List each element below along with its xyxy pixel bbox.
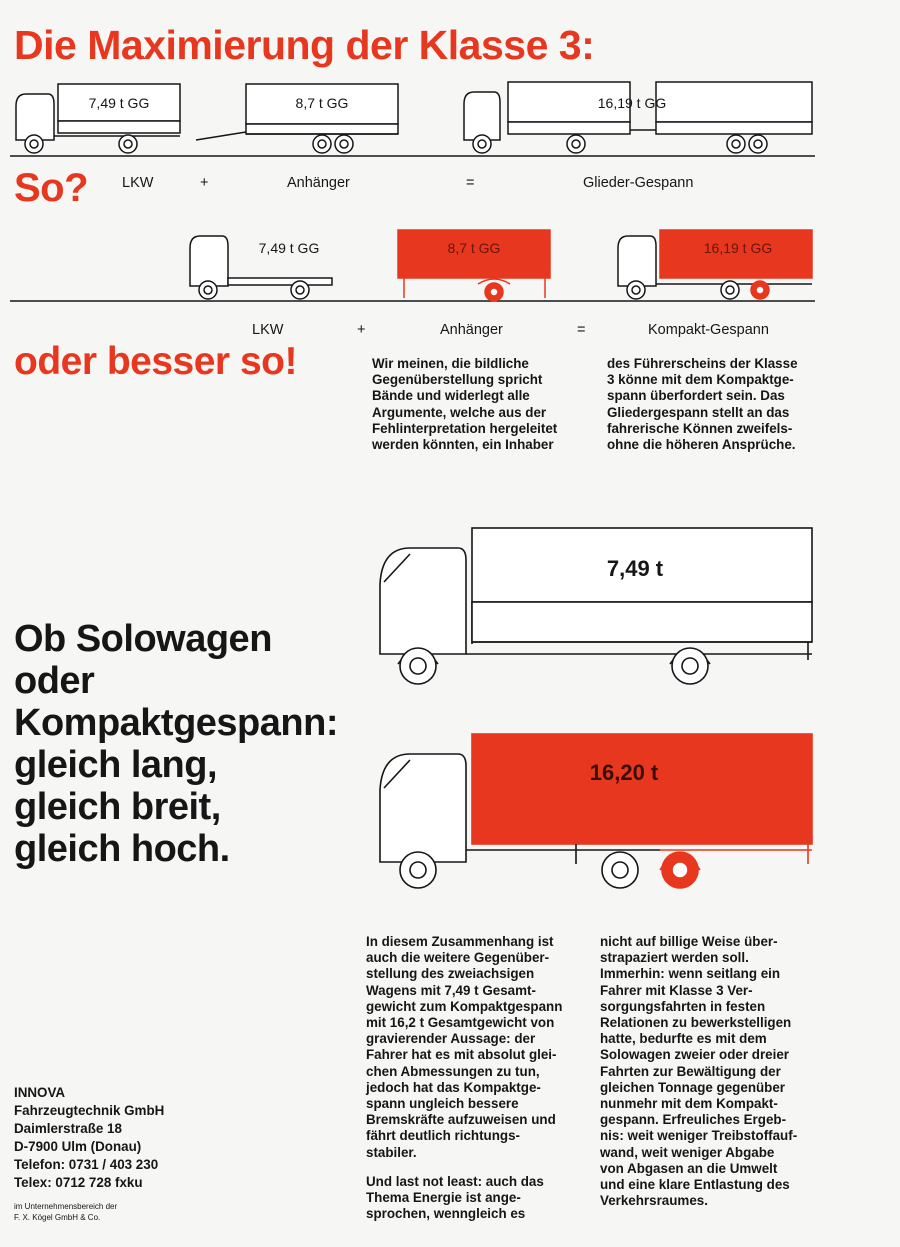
body-paragraph-2: Und last not least: auch das Thema Energie ist ange- sprochen, wenngleich es: [366, 1174, 544, 1222]
row1-result-label: Glieder-Gespann: [583, 175, 694, 191]
compact-truck-label: 16,20 t: [589, 760, 659, 785]
row2-combo-label: 16,19 t GG: [703, 240, 773, 256]
row2-result-label: Kompakt-Gespann: [648, 322, 769, 338]
body-paragraph-1: In diesem Zusammenhang ist auch die weitere Gegenüber- stellung des zweiachsigen Wagens mit 7,49 t Gesamt- gewicht zum Kompaktgespann mit 16,2 t Gesamtgewicht von gravierender Aussage: der Fahrer hat es mit absolut glei- chen Abmessungen zu tun, jedoch hat das Kompaktge- spann ungleich bessere Bremskräfte aufzuweisen und fährt deutlich richtungs- stabiler.: [366, 934, 563, 1160]
row2-anhaenger-label: Anhänger: [440, 322, 503, 338]
road-train-icon: [464, 82, 812, 153]
better-headline: oder besser so!: [14, 340, 297, 383]
company-footnote: im Unternehmensbereich der F. X. Kögel GmbH & Co.: [14, 1202, 118, 1222]
compact-truck-icon: [380, 734, 812, 888]
body-paragraph-3: nicht auf billige Weise über- strapaziert werden soll. Immerhin: wenn seitlang ein Fahrer mit Klasse 3 Ver- sorgungsfahrten in festen Relationen zu bewerkstelligen hatte, bedurfte es mit dem Solowagen zweier oder dreier Fahrten zur Bewältigung der gleichen Tonnage gegenüber nunmehr mit dem Kompakt- gespann. Erfreuliches Ergeb- nis: weit weniger Treibstoffauf- wand, weit weniger Abgabe von Abgasen an die Umwelt und eine klare Entlastung des Verkehrsraumes.: [600, 934, 798, 1209]
row1-lkw-label: LKW: [122, 175, 154, 191]
intro-paragraph-1: Wir meinen, die bildliche Gegenüberstellung spricht Bände und widerlegt alle Argumente, welche aus der Fehlinterpretation hergeleitet werden könnten, ein Inhaber: [372, 356, 558, 453]
solo-truck-label: 7,49 t: [606, 556, 664, 581]
row1-truck-label: 7,49 t GG: [88, 95, 150, 111]
company-address: INNOVA Fahrzeugtechnik GmbH Daimlerstraße 18 D-7900 Ulm (Donau) Telefon: 0731 / 403 230 Telex: 0712 728 fxku: [14, 1085, 165, 1190]
row1-equals: =: [466, 175, 475, 191]
question-so: So?: [14, 166, 89, 210]
row2-equals: =: [577, 322, 586, 338]
comparison-headline: Ob Solowagen oder Kompaktgespann: gleich lang, gleich breit, gleich hoch.: [14, 618, 338, 870]
solo-truck-icon: [380, 528, 812, 684]
row2-lkw-label: LKW: [252, 322, 284, 338]
row2-plus: +: [357, 322, 366, 338]
row1-anhaenger-label: Anhänger: [287, 175, 350, 191]
row2-illustration: [0, 222, 900, 310]
intro-paragraph-2: des Führerscheins der Klasse 3 könne mit dem Kompaktge- spann überfordert sein. Das Gliedergespann stellt an das fahrerische Können zweifels- ohne die höheren Ansprüche.: [607, 356, 798, 453]
row1-illustration: [0, 72, 900, 167]
page-headline: Die Maximierung der Klasse 3:: [14, 22, 595, 68]
row1-trailer-label: 8,7 t GG: [295, 95, 349, 111]
large-truck-comparison: [370, 524, 820, 896]
row2-truck-label: 7,49 t GG: [258, 240, 320, 256]
row1-combo-label: 16,19 t GG: [597, 95, 667, 111]
row2-trailer-label: 8,7 t GG: [447, 240, 501, 256]
row1-plus: +: [200, 175, 209, 191]
